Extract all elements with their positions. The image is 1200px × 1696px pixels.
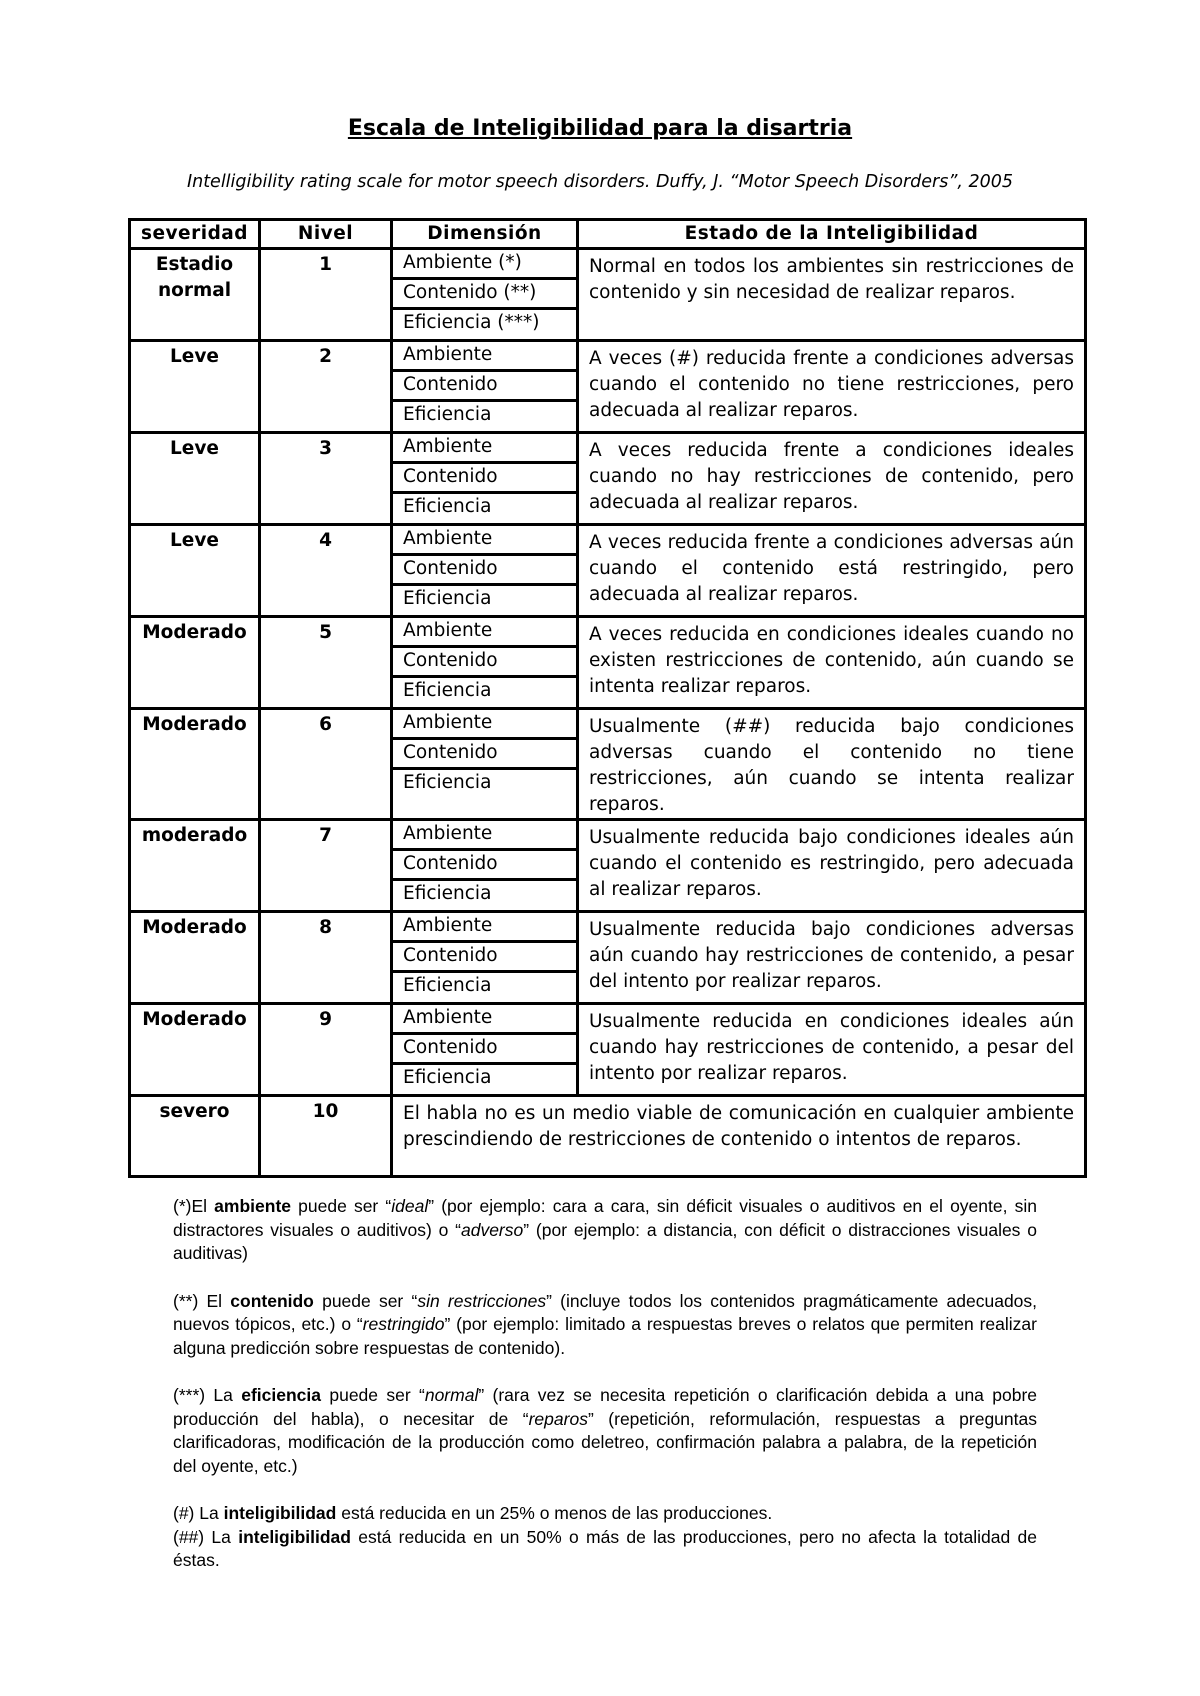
dimension-cell bbox=[392, 709, 578, 820]
dimension-ambiente: Ambiente bbox=[393, 342, 576, 372]
dimension-ambiente: Ambiente bbox=[393, 434, 576, 464]
severity-cell: Moderado bbox=[130, 912, 260, 1004]
dimension-contenido: Contenido bbox=[393, 943, 576, 973]
footnotes bbox=[173, 1195, 1037, 1573]
header-dimension: Dimensión bbox=[392, 220, 578, 249]
state-cell: A veces reducida en condiciones ideales cuando no existen restricciones de contenido, aún cuando se intenta realizar reparos. bbox=[578, 617, 1086, 709]
dimension-cell bbox=[392, 1004, 578, 1096]
dimension-cell bbox=[392, 525, 578, 617]
state-cell: El habla no es un medio viable de comunicación en cualquier ambiente prescindiendo de restricciones de contenido o intentos de reparos. bbox=[392, 1096, 1086, 1177]
footnote-inteligibilidad-25: (#) La inteligibilidad está reducida en un 25% o menos de las producciones. bbox=[173, 1503, 773, 1523]
header-level: Nivel bbox=[260, 220, 392, 249]
dimension-eficiencia: Eficiencia bbox=[403, 772, 492, 793]
table-row bbox=[130, 912, 1086, 1004]
document-title: Escala de Inteligibilidad para la disartria bbox=[347, 116, 853, 141]
table-row bbox=[130, 1096, 1086, 1177]
state-cell: Usualmente reducida bajo condiciones adversas aún cuando hay restricciones de contenido, a pesar del intento por realizar reparos. bbox=[578, 912, 1086, 1004]
level-cell: 5 bbox=[260, 617, 392, 709]
severity-cell: Moderado bbox=[130, 709, 260, 820]
dimension-cell bbox=[392, 912, 578, 1004]
dimension-eficiencia: Eficiencia bbox=[403, 404, 492, 425]
dimension-ambiente: Ambiente bbox=[393, 1005, 576, 1035]
level-cell: 8 bbox=[260, 912, 392, 1004]
severity-cell: Leve bbox=[130, 341, 260, 433]
intelligibility-table bbox=[128, 218, 1087, 1178]
severity-cell: Leve bbox=[130, 433, 260, 525]
state-cell: A veces reducida frente a condiciones ideales cuando no hay restricciones de contenido, pero adecuada al realizar reparos. bbox=[578, 433, 1086, 525]
level-cell: 6 bbox=[260, 709, 392, 820]
state-cell: A veces (#) reducida frente a condiciones adversas cuando el contenido no tiene restricciones, pero adecuada al realizar reparos. bbox=[578, 341, 1086, 433]
level-cell: 3 bbox=[260, 433, 392, 525]
dimension-cell bbox=[392, 341, 578, 433]
state-cell: Normal en todos los ambientes sin restricciones de contenido y sin necesidad de realizar reparos. bbox=[578, 249, 1086, 341]
level-cell: 7 bbox=[260, 820, 392, 912]
dimension-contenido: Contenido bbox=[393, 372, 576, 402]
table-row bbox=[130, 525, 1086, 617]
state-cell: A veces reducida frente a condiciones adversas aún cuando el contenido está restringido, pero adecuada al realizar reparos. bbox=[578, 525, 1086, 617]
severity-cell: Moderado bbox=[130, 617, 260, 709]
footnote-contenido: (**) El contenido puede ser “sin restricciones” (incluye todos los contenidos pragmáticamente adecuados, nuevos tópicos, etc.) o “restringido” (por ejemplo: limitado a respuestas breves o relatos que permiten realizar alguna predicción sobre respuestas de contenido). bbox=[173, 1290, 1038, 1358]
dimension-ambiente: Ambiente (*) bbox=[393, 250, 576, 280]
footnote-ambiente: (*)El ambiente puede ser “ideal” (por ejemplo: cara a cara, sin déficit visuales o auditivos en el oyente, sin distractores visuales o auditivos) o “adverso” (por ejemplo: a distancia, con déficit o distracciones visuales o auditivas) bbox=[173, 1196, 1037, 1263]
severity-cell: Leve bbox=[130, 525, 260, 617]
dimension-ambiente: Ambiente bbox=[393, 913, 576, 943]
dimension-ambiente: Ambiente bbox=[393, 710, 576, 740]
severity-cell: moderado bbox=[130, 820, 260, 912]
state-cell: Usualmente reducida en condiciones ideales aún cuando hay restricciones de contenido, a pesar del intento por realizar reparos. bbox=[578, 1004, 1086, 1096]
dimension-cell bbox=[392, 617, 578, 709]
document-subtitle: Intelligibility rating scale for motor speech disorders. Duffy, J. “Motor Speech Disorders”, 2005 bbox=[186, 172, 1014, 192]
table-row bbox=[130, 433, 1086, 525]
table-header-row bbox=[130, 220, 1086, 249]
table-row bbox=[130, 341, 1086, 433]
dimension-ambiente: Ambiente bbox=[393, 526, 576, 556]
dimension-contenido: Contenido (**) bbox=[393, 280, 576, 310]
level-cell: 9 bbox=[260, 1004, 392, 1096]
level-cell: 1 bbox=[260, 249, 392, 341]
dimension-contenido: Contenido bbox=[393, 740, 576, 770]
severity-cell: Moderado bbox=[130, 1004, 260, 1096]
dimension-contenido: Contenido bbox=[393, 648, 576, 678]
dimension-eficiencia: Eficiencia bbox=[403, 680, 492, 701]
table-row bbox=[130, 820, 1086, 912]
table-row bbox=[130, 249, 1086, 341]
dimension-ambiente: Ambiente bbox=[393, 618, 576, 648]
header-state: Estado de la Inteligibilidad bbox=[578, 220, 1086, 249]
level-cell: 2 bbox=[260, 341, 392, 433]
dimension-contenido: Contenido bbox=[393, 1035, 576, 1065]
dimension-contenido: Contenido bbox=[393, 556, 576, 586]
state-cell: Usualmente (##) reducida bajo condiciones adversas cuando el contenido no tiene restricciones, aún cuando se intenta realizar reparos. bbox=[578, 709, 1086, 820]
dimension-ambiente: Ambiente bbox=[393, 821, 576, 851]
dimension-eficiencia: Eficiencia bbox=[403, 1067, 492, 1088]
dimension-cell bbox=[392, 433, 578, 525]
table-row bbox=[130, 709, 1086, 820]
dimension-eficiencia: Eficiencia (***) bbox=[403, 312, 540, 333]
dimension-eficiencia: Eficiencia bbox=[403, 588, 492, 609]
header-severity: severidad bbox=[130, 220, 260, 249]
level-cell: 4 bbox=[260, 525, 392, 617]
severity-cell: severo bbox=[130, 1096, 260, 1177]
footnote-inteligibilidad-50: (##) La inteligibilidad está reducida en un 50% o más de las producciones, pero no afecta la totalidad de éstas. bbox=[173, 1526, 1038, 1570]
dimension-cell bbox=[392, 820, 578, 912]
dimension-contenido: Contenido bbox=[393, 464, 576, 494]
state-cell: Usualmente reducida bajo condiciones ideales aún cuando el contenido es restringido, pero adecuada al realizar reparos. bbox=[578, 820, 1086, 912]
dimension-eficiencia: Eficiencia bbox=[403, 975, 492, 996]
footnote-eficiencia: (***) La eficiencia puede ser “normal” (rara vez se necesita repetición o clarificación debida a una pobre producción del habla), o necesitar de “reparos” (repetición, reformulación, respuestas a preguntas clarificadoras, modificación de la producción como deletreo, confirmación palabra a palabra, de la repetición del oyente, etc.) bbox=[173, 1385, 1038, 1476]
table-row bbox=[130, 617, 1086, 709]
severity-cell: Estadio normal bbox=[130, 249, 260, 341]
level-cell: 10 bbox=[260, 1096, 392, 1177]
dimension-eficiencia: Eficiencia bbox=[403, 883, 492, 904]
dimension-cell bbox=[392, 249, 578, 341]
dimension-contenido: Contenido bbox=[393, 851, 576, 881]
table-row bbox=[130, 1004, 1086, 1096]
dimension-eficiencia: Eficiencia bbox=[403, 496, 492, 517]
